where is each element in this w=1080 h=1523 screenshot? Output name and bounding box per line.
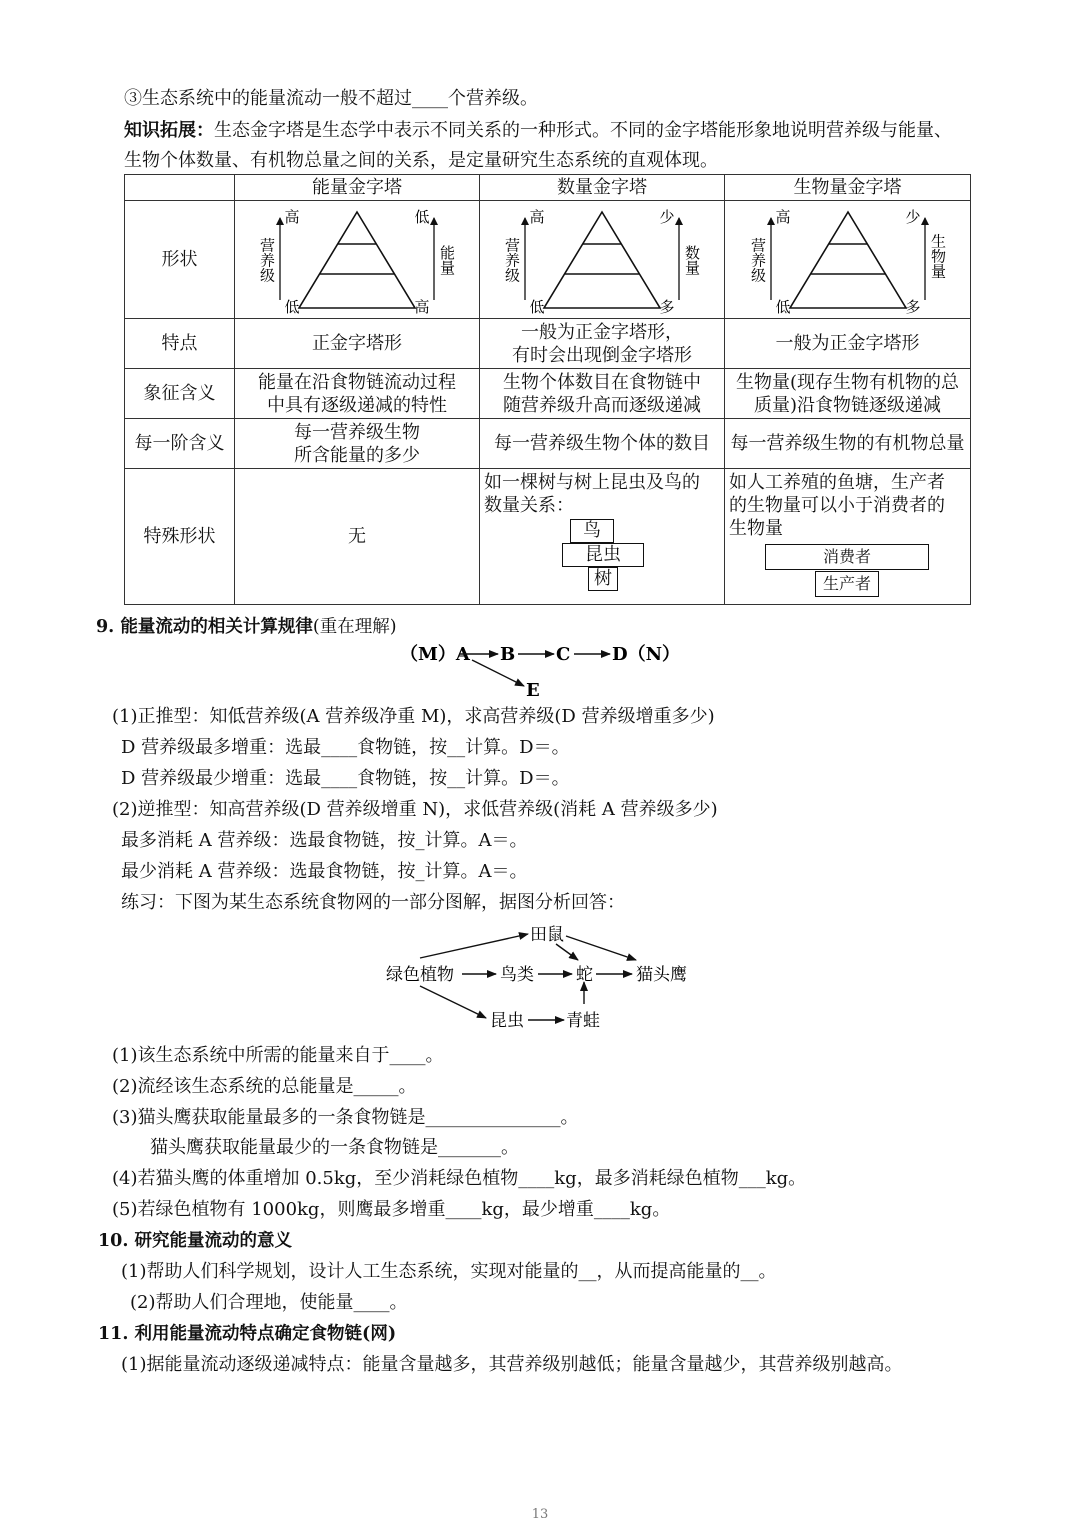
pyramid-bottom-right: 多 [904,297,921,316]
biomass-feature: 一般为正金字塔形 [725,319,971,369]
energy-each-level: 每一营养级生物 所含能量的多少 [235,419,480,469]
pyramid-top-right: 少 [659,207,675,226]
table-header-number: 数量金字塔 [480,175,725,201]
sec9-question-4: (4)若猫头鹰的体重增加 0.5kg，至少消耗绿色植物____kg，最多消耗绿色植物___kg。 [112,1168,807,1189]
sec9-line-4: (2)逆推型：知高营养级(D 营养级增重 N)，求低营养级(消耗 A 营养级多少) [112,799,718,820]
inverted-number-pyramid [484,517,720,593]
sec9-question-3: (3)猫头鹰获取能量最多的一条食物链是_______________。 [112,1107,579,1128]
pyramid-top-right: 少 [904,207,921,226]
sec9-question-2: (2)流经该生态系统的总能量是_____。 [112,1076,417,1097]
pyramid-shape [299,212,415,308]
pyramid-right-label: 生物量 [928,233,947,278]
intro-line-3: 生物个体数量、有机物总量之间的关系，是定量研究生态系统的直观体现。 [124,150,718,171]
table-row-each-level [125,419,971,469]
sec9-line-6: 最少消耗 A 营养级：选最食物链，按_计算。A＝。 [121,861,528,882]
sec9-question-3b: 猫头鹰获取能量最少的一条食物链是_______。 [150,1137,519,1158]
block-insect: 昆虫 [562,543,644,567]
sec11-line-1: (1)据能量流动逐级递减特点：能量含量越多，其营养级别越低；能量含量越少，其营养级别越高。 [121,1354,903,1375]
pyramid-shape [544,212,660,308]
chain-node-e: E [526,680,540,700]
biomass-special: 如人工养殖的鱼塘，生产者 的生物量可以小于消费者的 生物量 消费者 生产者 [725,469,971,605]
pyramid-bottom-right: 多 [659,297,675,316]
pyramid-top-right: 低 [414,207,430,226]
sec9-line-1: (1)正推型：知低营养级(A 营养级净重 M)，求高营养级(D 营养级增重多少) [112,706,715,727]
node-insect: 昆虫 [490,1011,524,1031]
table-row-special [125,469,971,605]
ecological-pyramid-table [124,174,971,605]
pyramid-bottom-left: 低 [529,297,545,316]
sec9-line-7: 练习：下图为某生态系统食物网的一部分图解，据图分析回答： [121,892,625,913]
inverted-biomass-pyramid [729,540,966,598]
number-pyramid-diagram [502,204,702,316]
section-11-title: 11. 利用能量流动特点确定食物链(网) [98,1324,397,1344]
node-mouse: 田鼠 [530,925,564,945]
row-label-shape: 形状 [125,201,235,319]
intro-line-2 [124,118,952,144]
pyramid-right-label: 数量 [683,244,701,275]
energy-chain-diagram [380,638,680,700]
table-header-blank [125,175,235,201]
sec10-line-1: (1)帮助人们科学规划，设计人工生态系统，实现对能量的__，从而提高能量的__。 [121,1261,777,1282]
number-feature: 一般为正金字塔形， 有时会出现倒金字塔形 [480,319,725,369]
row-label-feature: 特点 [125,319,235,369]
section-10-title: 10. 研究能量流动的意义 [98,1231,293,1251]
number-special: 如一棵树与树上昆虫及鸟的 数量关系： 鸟 昆虫 树 [480,469,725,605]
table-header-biomass: 生物量金字塔 [725,175,971,201]
energy-meaning: 能量在沿食物链流动过程 中具有逐级递减的特性 [235,369,480,419]
biomass-meaning: 生物量(现存生物有机物的总 质量)沿食物链逐级递减 [725,369,971,419]
sec9-question-5: (5)若绿色植物有 1000kg，则鹰最多增重____kg，最少增重____kg。 [112,1199,671,1220]
page-number: 13 [531,1507,549,1522]
row-label-meaning: 象征含义 [125,369,235,419]
chain-node-c: C [556,644,571,665]
block-producer: 生产者 [815,571,879,597]
table-header-energy: 能量金字塔 [235,175,480,201]
block-bird: 鸟 [570,519,614,543]
number-each-level: 每一营养级生物个体的数目 [480,419,725,469]
pyramid-bottom-left: 低 [774,297,791,316]
block-consumer: 消费者 [765,544,929,570]
number-meaning: 生物个体数目在食物链中 随营养级升高而逐级递减 [480,369,725,419]
pyramid-bottom-right: 高 [414,297,430,316]
table-row-feature [125,319,971,369]
pyramid-bottom-left: 低 [284,297,300,316]
sec9-question-1: (1)该生态系统中所需的能量来自于____。 [112,1045,444,1066]
biomass-each-level: 每一营养级生物的有机物总量 [725,419,971,469]
knowledge-extension-text: 生态金字塔是生态学中表示不同关系的一种形式。不同的金字塔能形象地说明营养级与能量、 [214,120,952,141]
row-label-special: 特殊形状 [125,469,235,605]
number-pyramid-cell [480,201,725,319]
pyramid-top-left: 高 [284,207,300,226]
energy-pyramid-diagram [257,204,457,316]
food-web-diagram [380,920,710,1040]
biomass-pyramid-diagram [748,204,948,316]
pyramid-right-label: 能量 [438,244,456,275]
row-label-each-level: 每一阶含义 [125,419,235,469]
sec9-line-2: D 营养级最多增重：选最____食物链，按__计算。D＝。 [121,737,570,758]
biomass-pyramid-cell [725,201,971,319]
chain-node-b: B [500,644,516,665]
sec10-line-2: (2)帮助人们合理地，使能量____。 [130,1292,408,1313]
node-plant: 绿色植物 [386,965,454,985]
table-row-shape [125,201,971,319]
energy-pyramid-cell [235,201,480,319]
arrow-diagonal-icon [472,660,524,686]
sec9-line-5: 最多消耗 A 营养级：选最食物链，按_计算。A＝。 [121,830,528,851]
sec9-line-3: D 营养级最少增重：选最____食物链，按__计算。D＝。 [121,768,570,789]
energy-feature: 正金字塔形 [235,319,480,369]
node-owl: 猫头鹰 [636,965,687,985]
intro-line-1: ③生态系统中的能量流动一般不超过____个营养级。 [124,88,538,109]
block-tree: 树 [588,567,618,591]
node-frog: 青蛙 [566,1011,600,1031]
energy-special: 无 [235,469,480,605]
node-snake: 蛇 [576,965,593,985]
knowledge-extension-label: 知识拓展： [124,120,214,141]
chain-node-d: D（N） [612,644,680,665]
chain-node-a: （M）A [400,644,470,665]
pyramid-left-label: 营养级 [503,237,521,282]
pyramid-top-left: 高 [529,207,545,226]
section-9-title: 9. 能量流动的相关计算规律(重在理解) [96,617,397,637]
pyramid-left-label: 营养级 [258,237,276,282]
table-header-row [125,175,971,201]
node-bird: 鸟类 [500,965,534,985]
pyramid-top-left: 高 [774,207,791,226]
table-row-meaning [125,369,971,419]
pyramid-left-label: 营养级 [748,237,767,282]
pyramid-shape [790,212,906,308]
